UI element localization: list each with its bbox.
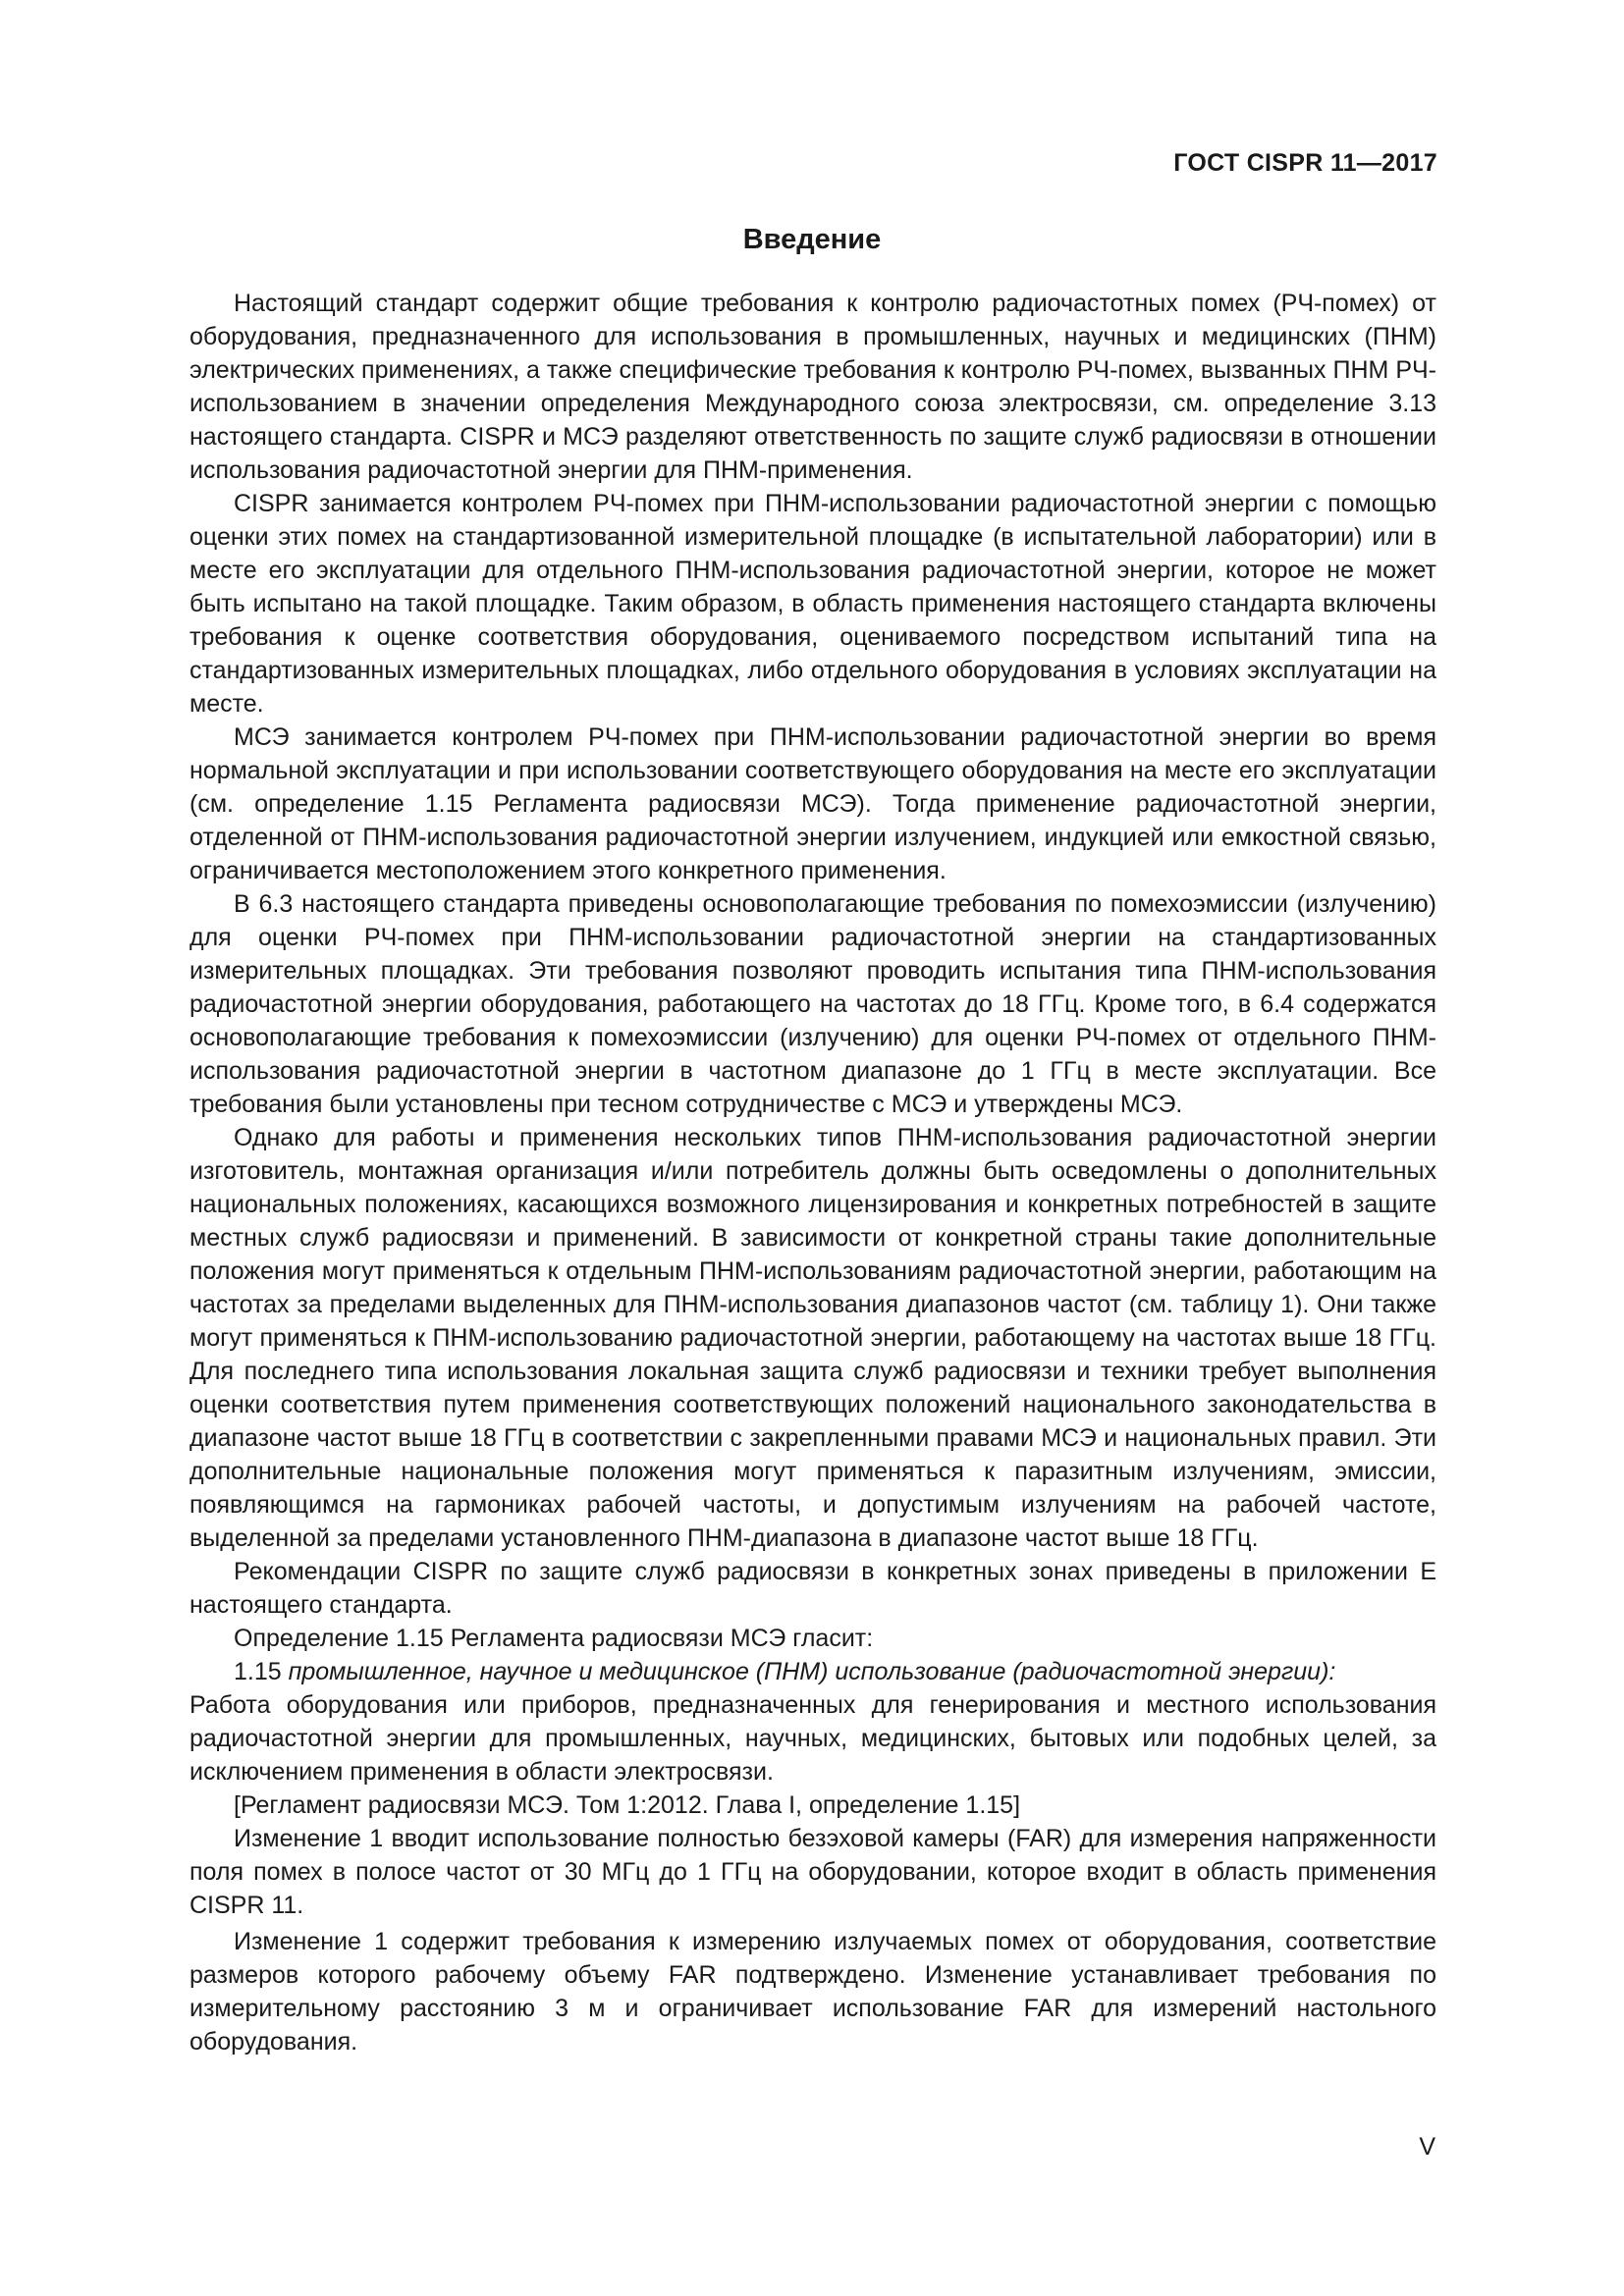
paragraph-6: Рекомендации CISPR по защите служб радиосвязи в конкретных зонах приведены в приложении Е настоящего стандарта. [189, 1558, 1436, 1619]
paragraph-7: Определение 1.15 Регламента радиосвязи МСЭ гласит: [234, 1625, 874, 1652]
paragraph-5: Однако для работы и применения нескольких типов ПНМ-использования радиочастотной энергии изготовитель, монтажная организация и/или потребитель должны быть осведомлены о дополнительных национальных положениях, касающихся возможного лицензирования и конкретных потребностей в защите местных служб радиосвязи и применений. В зависимости от конкретной страны такие дополнительные положения могут применяться к отдельным ПНМ-использованиям радиочастотной энергии, работающим на частотах за пределами выделенных для ПНМ-использования диапазонов частот (см. таблицу 1). Они также могут применяться к ПНМ-использованию радиочастотной энергии, работающему на частотах выше 18 ГГц. Для последнего типа использования локальная защита служб радиосвязи и техники требует выполнения оценки соответствия путем применения соответствующих положений национального законодательства в диапазоне частот выше 18 ГГц в соответствии с закрепленными правами МСЭ и национальных правил. Эти дополнительные национальные положения могут применяться к паразитным излучениям, эмиссии, появляющимся на гармониках рабочей частоты, и допустимым излучениям на рабочей частоте, выделенной за пределами установленного ПНМ-диапазона в диапазоне частот выше 18 ГГц. [189, 1124, 1436, 1552]
document-header: ГОСТ CISPR 11—2017 [1173, 149, 1437, 177]
paragraph-4: В 6.3 настоящего стандарта приведены основополагающие требования по помехоэмиссии (излучению) для оценки РЧ-помех при ПНМ-использовании радиочастотной энергии на стандартизованных измерительных площадках. Эти требования позволяют проводить испытания типа ПНМ-использования радиочастотной энергии оборудования, работающего на частотах до 18 ГГц. Кроме того, в 6.4 содержатся основополагающие требования к помехоэмиссии (излучению) для оценки РЧ-помех от отдельного ПНМ-использования радиочастотной энергии в частотном диапазоне до 1 ГГц в месте эксплуатации. Все требования были установлены при тесном сотрудничестве с МСЭ и утверждены МСЭ. [189, 890, 1436, 1118]
paragraph-amendment-2: Изменение 1 содержит требования к измерению излучаемых помех от оборудования, соответствие размеров которого рабочему объему FAR подтверждено. Изменение устанавливает требования по измерительному расстоянию 3 м и ограничивает использование FAR для измерений настольного оборудования. [189, 1928, 1436, 2056]
definition-text: Работа оборудования или приборов, предназначенных для генерирования и местного использования радиочастотной энергии для промышленных, научных, медицинских, бытовых или подобных целей, за исключением применения в области электросвязи. [189, 1691, 1436, 1786]
paragraph-3: МСЭ занимается контролем РЧ-помех при ПНМ-использовании радиочастотной энергии во время нормальной эксплуатации и при использовании соответствующего оборудования на месте его эксплуатации (см. определение 1.15 Регламента радиосвязи МСЭ). Тогда применение радиочастотной энергии, отделенной от ПНМ-использования радиочастотной энергии излучением, индукцией или емкостной связью, ограничивается местоположением этого конкретного применения. [189, 723, 1436, 884]
paragraph-1: Настоящий стандарт содержит общие требования к контролю радиочастотных помех (РЧ-помех) от оборудования, предназначенного для использования в промышленных, научных и медицинских (ПНМ) электрических применениях, а также специфические требования к контролю РЧ-помех, вызванных ПНМ РЧ-использованием в значении определения Международного союза электросвязи, см. определение 3.13 настоящего стандарта. CISPR и МСЭ разделяют ответственность по защите служб радиосвязи в отношении использования радиочастотной энергии для ПНМ-применения. [189, 290, 1436, 484]
definition-number: 1.15 [234, 1658, 289, 1685]
paragraph-amendment-1: Изменение 1 вводит использование полностью безэховой камеры (FAR) для измерения напряженности поля помех в полосе частот от 30 МГц до 1 ГГц на оборудовании, которое входит в область применения CISPR 11. [189, 1825, 1436, 1919]
definition-term: промышленное, научное и медицинское (ПНМ) использование (радиочастотной энергии): [288, 1658, 1336, 1685]
section-title: Введение [742, 224, 882, 255]
definition-source: [Регламент радиосвязи МСЭ. Том 1:2012. Глава I, определение 1.15] [234, 1791, 1021, 1819]
paragraph-2: CISPR занимается контролем РЧ-помех при ПНМ-использовании радиочастотной энергии с помощью оценки этих помех на стандартизованной измерительной площадке (в испытательной лаборатории) или в месте его эксплуатации для отдельного ПНМ-использования радиочастотной энергии, которое не может быть испытано на такой площадке. Таким образом, в область применения настоящего стандарта включены требования к оценке соответствия оборудования, оцениваемого посредством испытаний типа на стандартизованных измерительных площадках, либо отдельного оборудования в условиях эксплуатации на месте. [189, 490, 1436, 718]
section-body [189, 287, 1436, 2058]
page-number: V [1419, 2133, 1435, 2161]
definition-heading [189, 1655, 1436, 1688]
